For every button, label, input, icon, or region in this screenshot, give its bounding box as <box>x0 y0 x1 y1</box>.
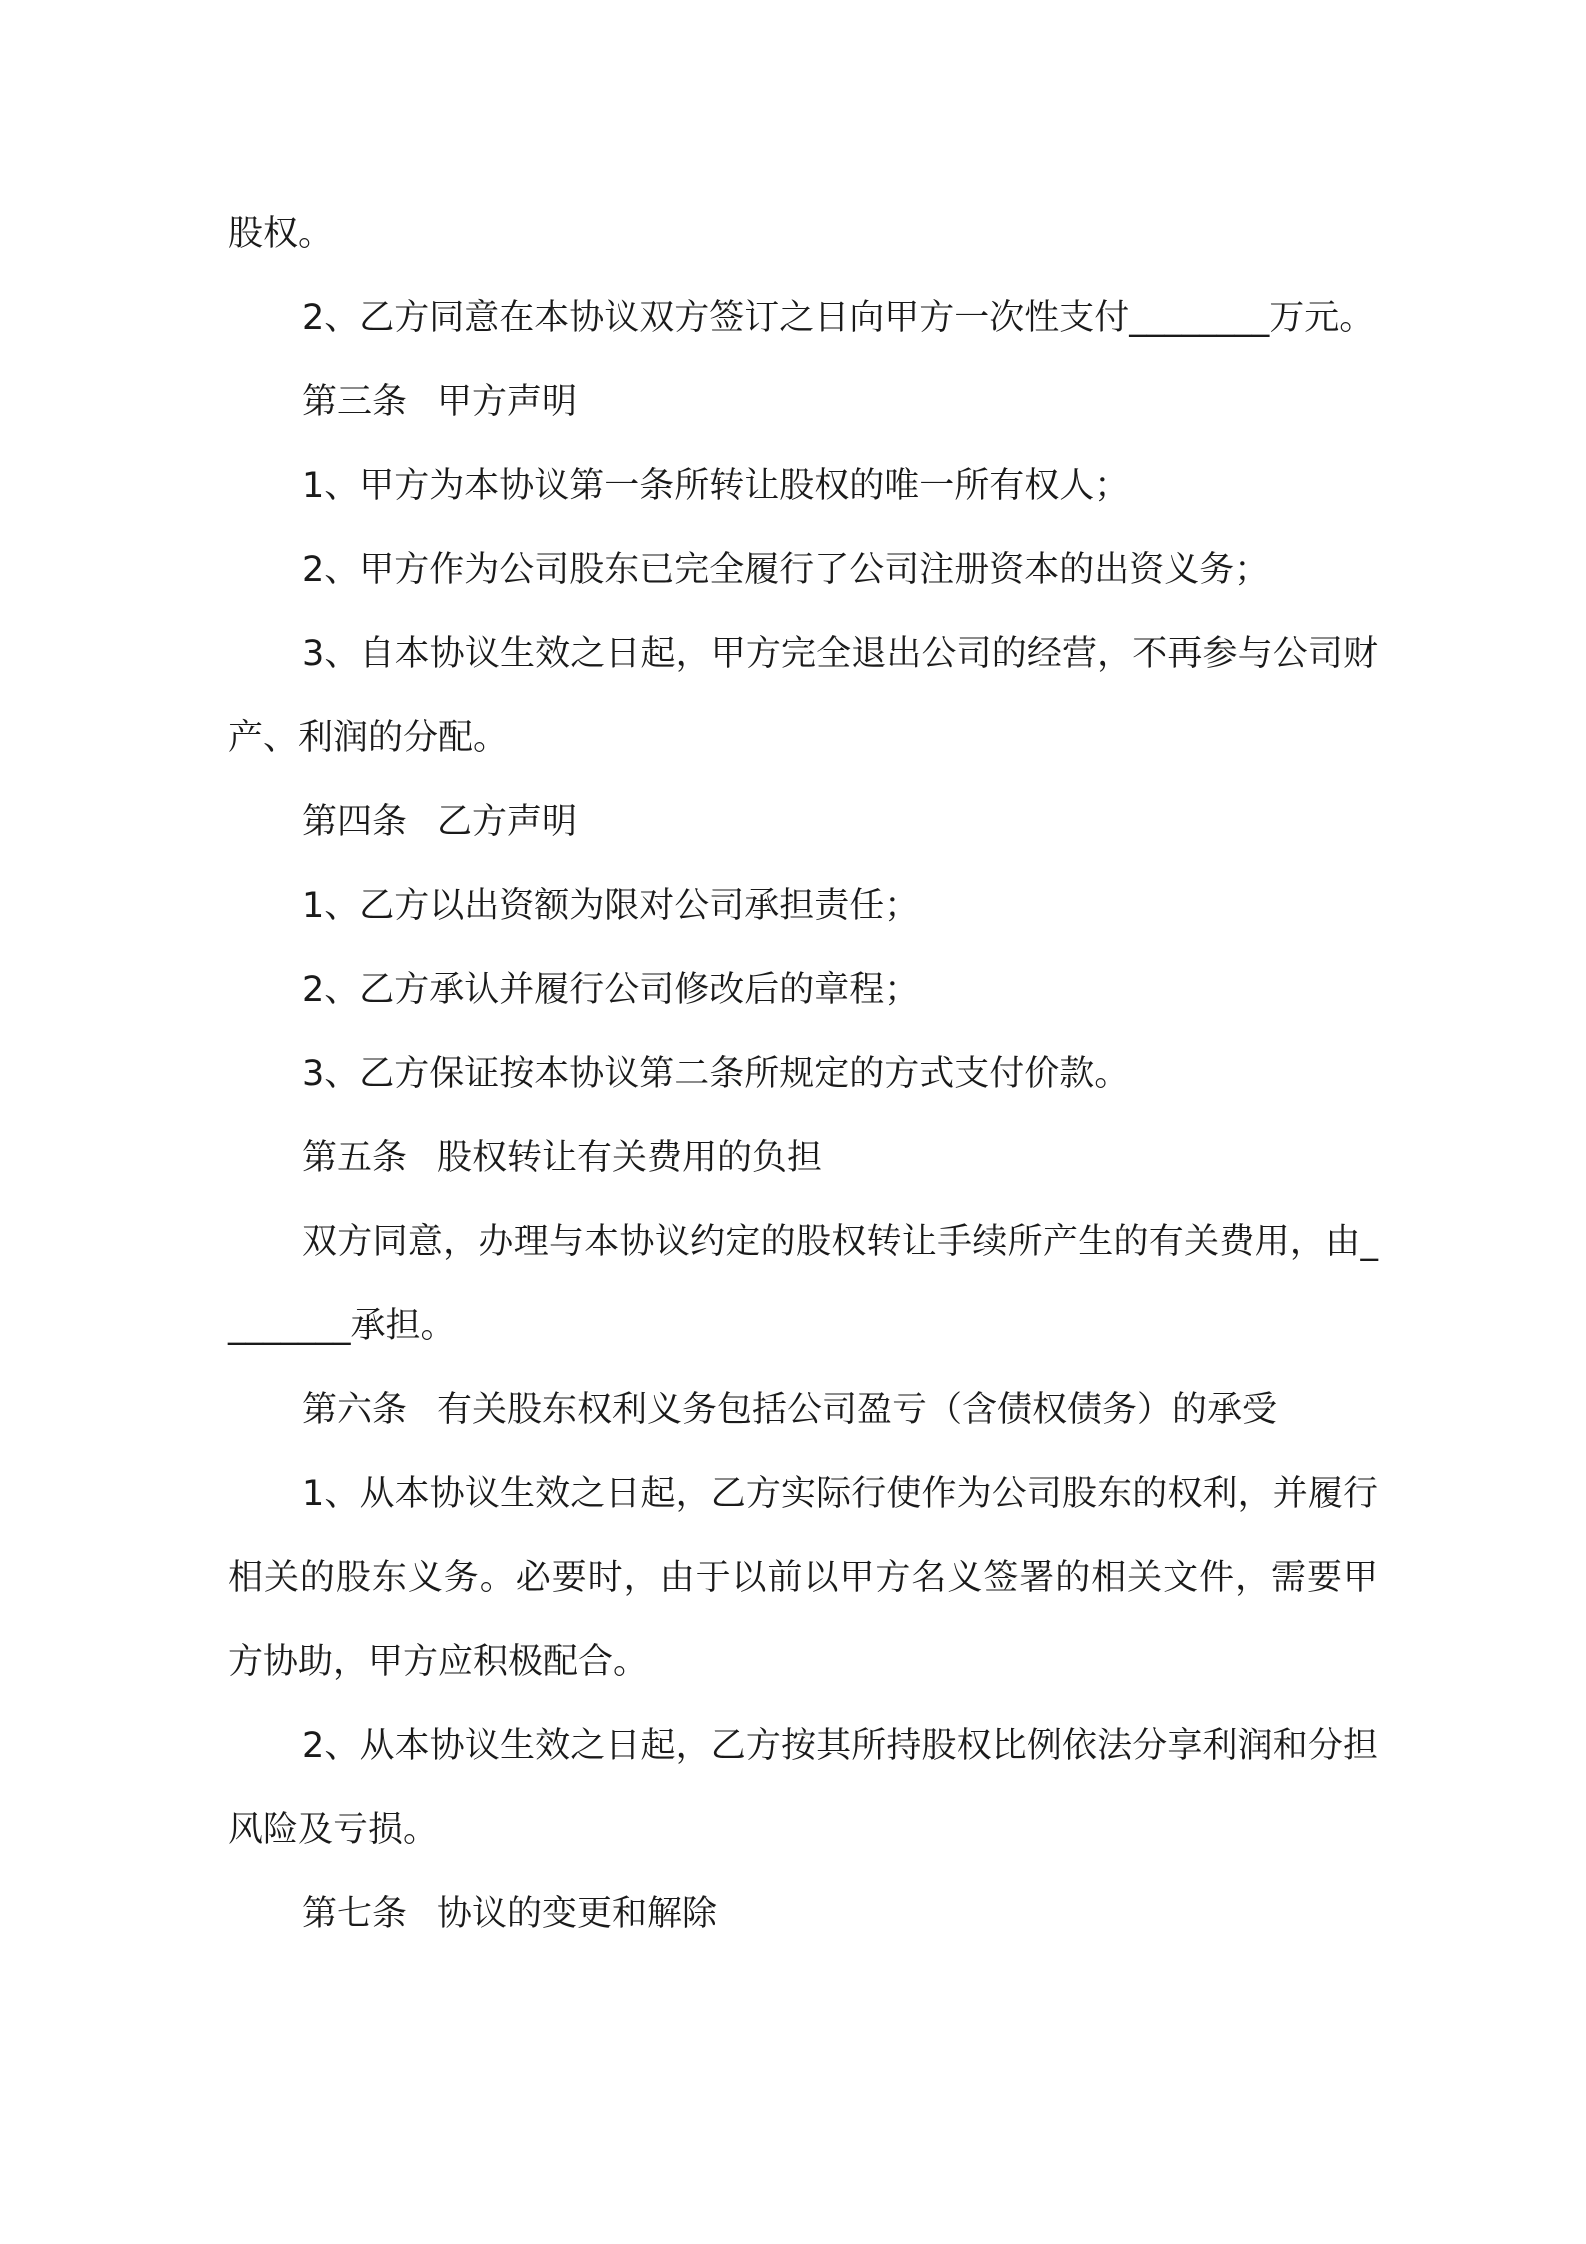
document-body <box>228 192 1378 1956</box>
article-heading-6 <box>228 1368 1378 1452</box>
article-number: 第六条 <box>302 1390 408 1430</box>
article-number: 第四条 <box>302 802 408 842</box>
paragraph-clause: 2、从本协议生效之日起，乙方按其所持股权比例依法分享利润和分担风险及亏损。 <box>228 1726 1378 1850</box>
paragraph-clause: 1、从本协议生效之日起，乙方实际行使作为公司股东的权利，并履行相关的股东义务。必要时，由于以前以甲方名义签署的相关文件，需要甲方协助，甲方应积极配合。 <box>228 1474 1378 1682</box>
article-title: 协议的变更和解除 <box>437 1894 718 1934</box>
article-title: 甲方声明 <box>437 382 578 422</box>
paragraph-clause: 1、乙方以出资额为限对公司承担责任； <box>302 886 920 926</box>
article-heading-7 <box>228 1872 1378 1956</box>
paragraph-clause: 2、甲方作为公司股东已完全履行了公司注册资本的出资义务； <box>302 550 1270 590</box>
paragraph-clause: 3、自本协议生效之日起，甲方完全退出公司的经营，不再参与公司财产、利润的分配。 <box>228 634 1378 758</box>
article-number: 第七条 <box>302 1894 408 1934</box>
paragraph-clause: 1、甲方为本协议第一条所转让股权的唯一所有权人； <box>302 466 1130 506</box>
paragraph-clause: 2、乙方承认并履行公司修改后的章程； <box>302 970 920 1010</box>
paragraph-payment-clause: 2、乙方同意在本协议双方签订之日向甲方一次性支付________万元。 <box>302 298 1375 338</box>
article-title: 股权转让有关费用的负担 <box>437 1138 823 1178</box>
article-heading-5 <box>228 1116 1378 1200</box>
article-title: 有关股东权利义务包括公司盈亏（含债权债务）的承受 <box>437 1390 1278 1430</box>
article-title: 乙方声明 <box>437 802 578 842</box>
article-heading-3 <box>228 360 1378 444</box>
paragraph-continuation: 股权。 <box>228 214 334 254</box>
article-number: 第五条 <box>302 1138 408 1178</box>
article-heading-4 <box>228 780 1378 864</box>
article-number: 第三条 <box>302 382 408 422</box>
paragraph-clause: 3、乙方保证按本协议第二条所规定的方式支付价款。 <box>302 1054 1130 1094</box>
paragraph-clause: 双方同意，办理与本协议约定的股权转让手续所产生的有关费用，由________承担。 <box>228 1222 1378 1346</box>
